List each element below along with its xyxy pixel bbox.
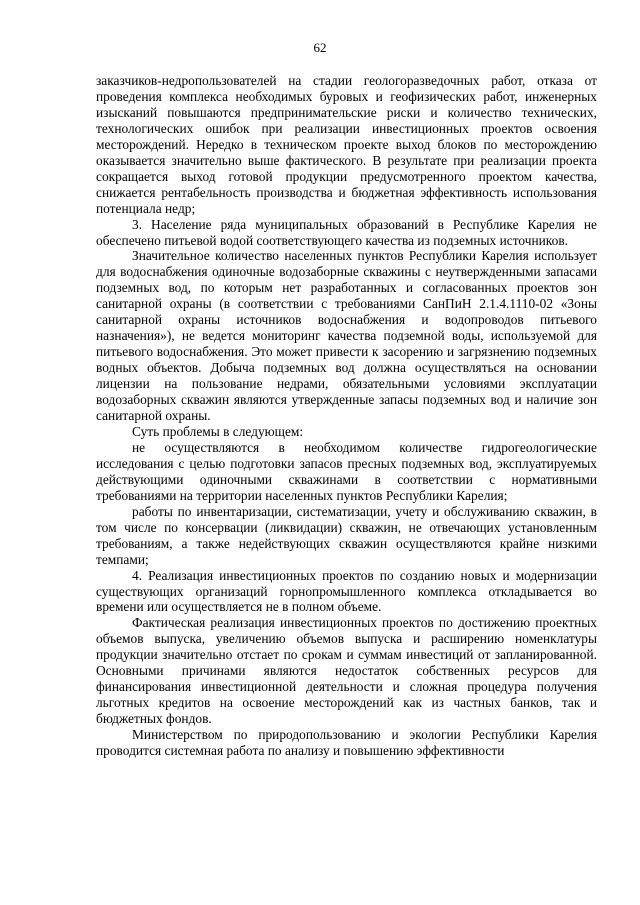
paragraph-6: работы по инвентаризации, систематизации, учету и обслуживанию скважин, в том числе по консервации (ликвидации) скважин, не отвечающих установленным требованиям, а также недействующих скважин осуществляются крайне низкими темпами; — [96, 503, 597, 567]
paragraph-5: не осуществляются в необходимом количестве гидрогеологические исследования с целью подготовки запасов пресных подземных вод, эксплуатируемых действующими одиночными скважинами в соответствии с нормативными требованиями на территории населенных пунктов Республики Карелия; — [96, 439, 597, 503]
paragraph-1: заказчиков-недропользователей на стадии геологоразведочных работ, отказа от проведения комплекса необходимых буровых и геофизических работ, инженерных изысканий повышаются предпринимательские риски и количество технических, технологических ошибок при реализации инвестиционных проектов освоения месторождений. Нередко в техническом проекте выход блоков по месторождению оказывается значительно выше фактического. В результате при реализации проекта сокращается выход готовой продукции предусмотренного проектом качества, снижается рентабельность производства и бюджетная эффективность использования потенциала недр; — [96, 73, 597, 216]
body-text — [96, 73, 597, 759]
page-number: 62 — [313, 40, 327, 55]
paragraph-2: 3. Население ряда муниципальных образований в Республике Карелия не обеспечено питьевой водой соответствующего качества из подземных источников. — [96, 216, 597, 248]
paragraph-7: 4. Реализация инвестиционных проектов по созданию новых и модернизации существующих организаций горнопромышленного комплекса откладывается во времени или осуществляется не в полном объеме. — [96, 567, 597, 615]
paragraph-4: Суть проблемы в следующем: — [132, 423, 304, 439]
paragraph-3: Значительное количество населенных пунктов Республики Карелия использует для водоснабжения одиночные водозаборные скважины с неутвержденными запасами подземных вод, по которым нет разработанных и согласованных проектов зон санитарной охраны (в соответствии с требованиями СанПиН 2.1.4.1110-02 «Зоны санитарной охраны источников водоснабжения и водопроводов питьевого назначения»), не ведется мониторинг качества подземной воды, используемой для питьевого водоснабжения. Это может привести к засорению и загрязнению подземных водных объектов. Добыча подземных вод должна осуществляться на основании лицензии на пользование недрами, обязательными условиями эксплуатации водозаборных скважин являются утвержденные запасы подземных вод и наличие зон санитарной охраны. — [96, 248, 597, 424]
paragraph-8: Фактическая реализация инвестиционных проектов по достижению проектных объемов выпуска, увеличению объемов выпуска и расширению номенклатуры продукции значительно отстает по срокам и суммам инвестиций от запланированной. Основными причинами являются недостаток собственных ресурсов для финансирования инвестиционной деятельности и сложная процедура получения льготных кредитов на освоение месторождений как из частных банков, так и бюджетных фондов. — [96, 615, 597, 727]
paragraph-9: Министерством по природопользованию и экологии Республики Карелия проводится системная работа по анализу и повышению эффективности — [96, 727, 597, 759]
